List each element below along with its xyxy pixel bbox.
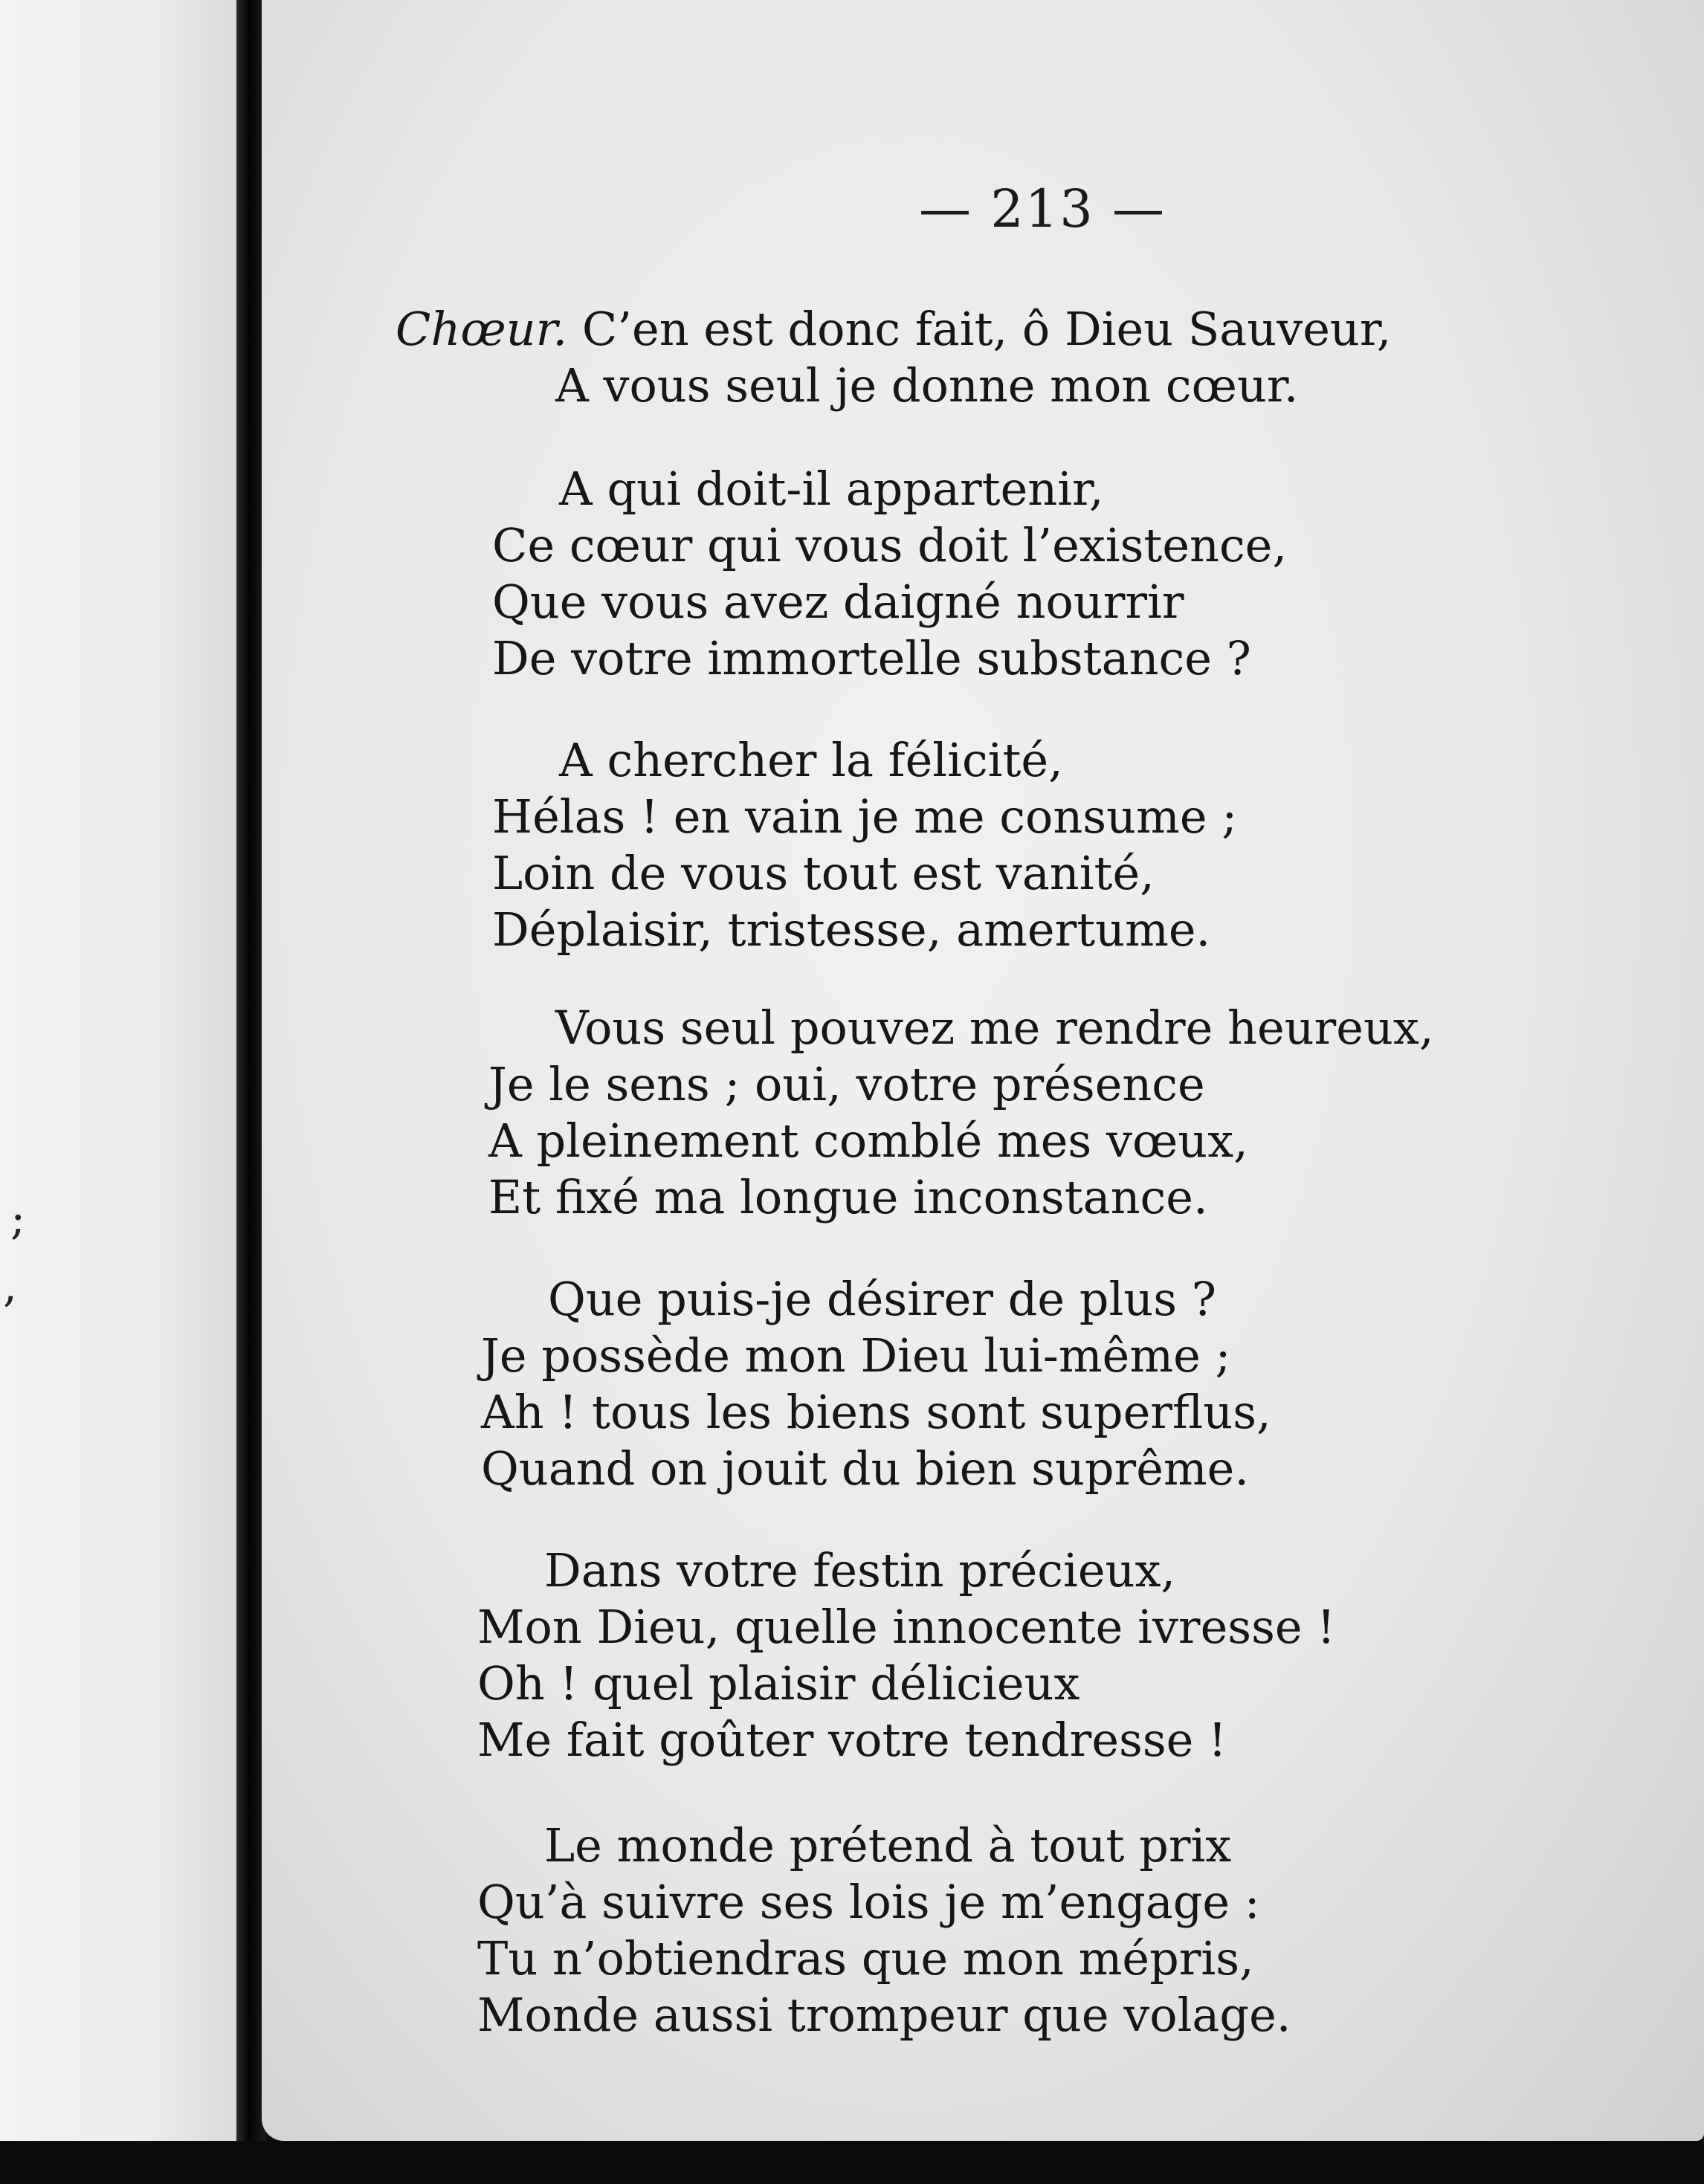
facing-page-edge (0, 0, 245, 2156)
verse-line: Que puis-je désirer de plus ? (548, 1272, 1216, 1326)
chorus-text: C’en est donc fait, ô Dieu Sauveur, (581, 302, 1392, 356)
verse-line: Dans votre festin précieux, (544, 1543, 1176, 1597)
stanza-5 (477, 1542, 1335, 1768)
verse-line: Monde aussi trompeur que volage. (477, 1988, 1291, 2042)
verse-line: Et fixé ma longue inconstance. (488, 1170, 1208, 1224)
book-page (262, 0, 1704, 2141)
chorus-line: A vous seul je donne mon cœur. (555, 358, 1299, 413)
scan-border (0, 2141, 1704, 2184)
verse-line: Je le sens ; oui, votre présence (488, 1057, 1205, 1111)
chorus (396, 301, 1391, 414)
stanza-3 (488, 1000, 1434, 1226)
verse-line: Ce cœur qui vous doit l’existence, (492, 518, 1288, 572)
verse-line: A chercher la félicité, (559, 733, 1063, 787)
verse-line: Ah ! tous les biens sont superflus, (481, 1385, 1271, 1439)
verse-line: Hélas ! en vain je me consume ; (492, 789, 1238, 844)
verse-line: Oh ! quel plaisir délicieux (477, 1656, 1080, 1710)
verse-line: De votre immortelle substance ? (492, 631, 1251, 685)
verse-line: A pleinement comblé mes vœux, (488, 1114, 1248, 1168)
verse-line: Me fait goûter votre tendresse ! (477, 1713, 1227, 1767)
verse-line: Le monde prétend à tout prix (544, 1818, 1232, 1873)
stanza-1 (492, 461, 1287, 687)
stanza-6 (477, 1818, 1291, 2044)
verse-line: Je possède mon Dieu lui-même ; (481, 1328, 1231, 1383)
verse-line: Loin de vous tout est vanité, (492, 846, 1155, 900)
facing-page-mark: ; (10, 1193, 26, 1245)
verse-line: Tu n’obtiendras que mon mépris, (477, 1931, 1254, 1986)
chorus-line (396, 301, 1391, 358)
verse-line: Déplaisir, tristesse, amertume. (492, 902, 1211, 957)
verse-line: Mon Dieu, quelle innocente ivresse ! (477, 1600, 1336, 1654)
verse-line: Que vous avez daigné nourrir (492, 575, 1184, 629)
verse-line: Quand on jouit du bien suprême. (481, 1441, 1250, 1496)
page-number: — 213 — (918, 178, 1166, 239)
verse-line: Qu’à suivre ses lois je m’engage : (477, 1875, 1260, 1929)
stanza-4 (481, 1271, 1271, 1497)
verse-line: A qui doit-il appartenir, (559, 462, 1104, 516)
verse-line: Vous seul pouvez me rendre heureux, (555, 1001, 1434, 1055)
stanza-2 (492, 732, 1237, 958)
chorus-label: Chœur. (396, 302, 568, 356)
facing-page-mark: , (3, 1260, 18, 1312)
